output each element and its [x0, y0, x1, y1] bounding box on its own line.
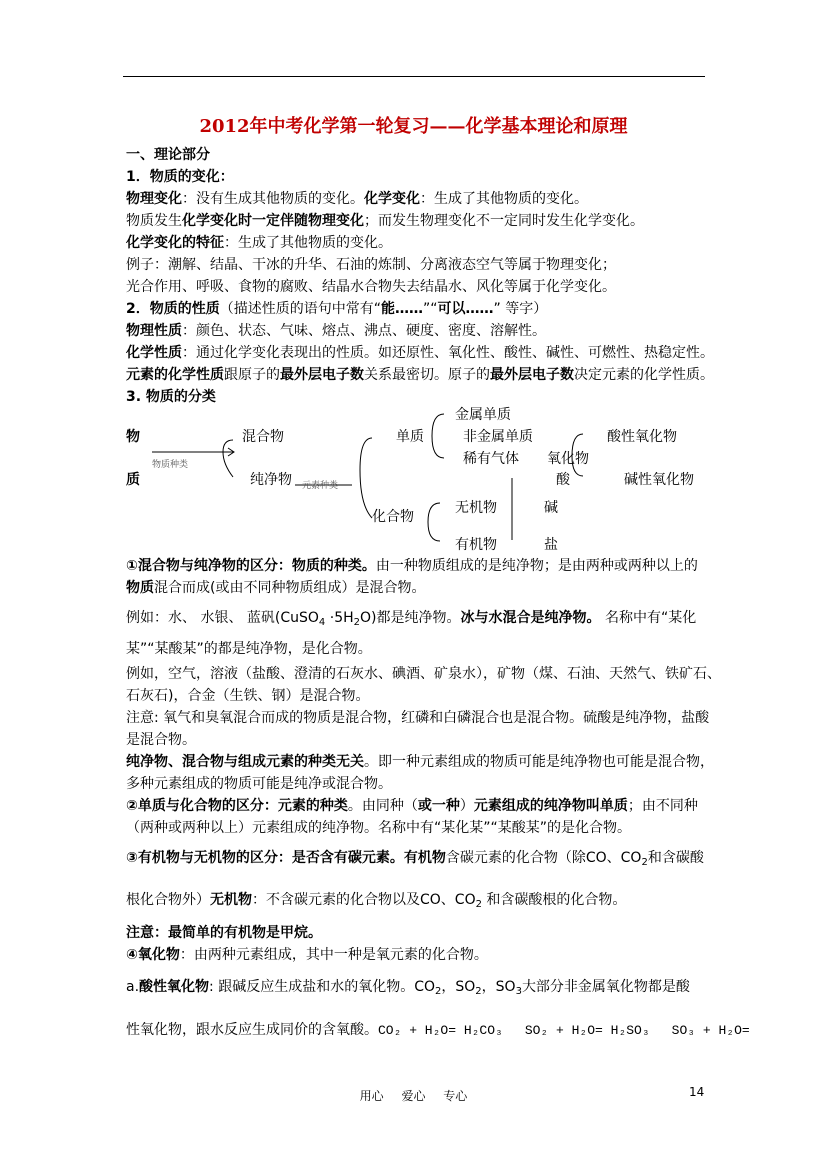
line-element-property: 元素的化学性质跟原子的最外层电子数关系最密切。原子的最外层电子数决定元素的化学性质。 [126, 367, 714, 383]
line-feature: 化学变化的特征：生成了其他物质的变化。 [126, 235, 392, 251]
page-footer: 用心 爱心 专心 [359, 1089, 468, 1103]
para-inorganic: 根化合物外）无机物：不含碳元素的化合物以及CO、$CO_2$ 和含碳酸根的化合物。 [126, 892, 627, 910]
diagram-nonmetal: 非金属单质 [463, 429, 533, 445]
heading-classification: 3. 物质的分类 [126, 389, 216, 405]
bracket-pure [360, 438, 372, 518]
para-composition-2: 多种元素组成的物质可能是纯净或混合物。 [126, 776, 392, 792]
line-physical-property: 物理性质：颜色、状态、气味、熔点、沸点、硬度、密度、溶解性。 [126, 323, 546, 339]
line-accompany: 物质发生化学变化时一定伴随物理变化；而发生物理变化不一定同时发生化学变化。 [126, 213, 644, 229]
page-title: 2012年中考化学第一轮复习——化学基本理论和原理 [199, 116, 628, 137]
example-mixture-2: 石灰石)，合金（生铁、钢）是混合物。 [126, 688, 370, 704]
equation-so2: SO₂ + H₂O= H₂SO₃ [524, 1023, 650, 1038]
note-methane: 注意：最简单的有机物是甲烷。 [126, 925, 322, 941]
equation-so3: SO₃ + H₂O= [671, 1023, 750, 1038]
heading-changes: 1．物质的变化： [126, 169, 234, 185]
diagram-acid: 酸 [556, 472, 570, 488]
line-example-physical: 例子：潮解、结晶、干冰的升华、石油的炼制、分离液态空气等属于物理变化； [126, 257, 616, 273]
example-pure: 例如：水、 水银、 蓝矾(CuSO$_4$ $\cdot 5H_2O$)都是纯净物。冰与水混合是纯净物。 名称中有“某化 [126, 610, 697, 628]
bracket-mixture [223, 440, 233, 477]
diagram-organic: 有机物 [455, 537, 497, 553]
diagram-zhi: 质 [126, 472, 140, 488]
line-example-chemical: 光合作用、呼吸、食物的腐败、结晶水合物失去结晶水、风化等属于化学变化。 [126, 279, 616, 295]
para-mixture-pure: ①混合物与纯净物的区分：物质的种类。由一种物质组成的是纯净物；是由两种或两种以上的 [126, 558, 698, 574]
para-acidic-oxide: a.酸性氧化物: 跟碱反应生成盐和水的氧化物。$CO_2$，$SO_2$，$SO_3$大部分非金属氧化物都是酸 [126, 979, 690, 997]
line-definitions: 物理变化：没有生成其他物质的变化。化学变化：生成了其他物质的变化。 [126, 191, 588, 207]
note-ozone: 注意: 氧气和臭氧混合而成的物质是混合物，红磷和白磷混合也是混合物。硫酸是纯净物，盐酸 [126, 710, 710, 726]
diagram-mixture: 混合物 [242, 429, 284, 445]
example-pure-2: 某”“某酸某”的都是纯净物，是化合物。 [126, 641, 372, 657]
diagram-basic-oxide: 碱性氧化物 [624, 472, 694, 488]
diagram-compound: 化合物 [372, 509, 414, 525]
note-ozone-2: 是混合物。 [126, 732, 196, 748]
diagram-element-type: 元素种类 [302, 481, 339, 491]
page-number: 14 [689, 1085, 705, 1099]
diagram-element-substance: 单质 [396, 429, 424, 445]
heading-properties: 2．物质的性质（描述性质的语句中常有“能……”“可以……” 等字） [126, 301, 548, 317]
equation-co2: CO₂ + H₂O= H₂CO₃ [378, 1023, 503, 1038]
para-oxide: ④氧化物：由两种元素组成，其中一种是氧元素的化合物。 [126, 947, 488, 963]
para-organic: ③有机物与无机物的区分：是否含有碳元素。有机物含碳元素的化合物（除CO、$CO_2$和含碳酸 [126, 850, 704, 868]
diagram-acidic-oxide: 酸性氧化物 [607, 429, 677, 445]
section-heading: 一、理论部分 [126, 147, 210, 163]
diagram-metal: 金属单质 [455, 407, 511, 423]
diagram-base: 碱 [544, 500, 558, 516]
diagram-noble-gas: 稀有气体 [463, 451, 519, 467]
para-element-compound-2: （两种或两种以上）元素组成的纯净物。名称中有“某化某”“某酸某”的是化合物。 [126, 820, 632, 836]
diagram-pure: 纯净物 [250, 472, 292, 488]
diagram-oxide: 氧化物 [547, 451, 589, 467]
diagram-inorganic: 无机物 [455, 500, 497, 516]
bracket-compound [428, 503, 440, 541]
example-mixture: 例如，空气，溶液（盐酸、澄清的石灰水、碘酒、矿泉水），矿物（煤、石油、天然气、铁矿石、 [126, 666, 721, 682]
diagram-salt: 盐 [544, 537, 558, 553]
para-element-compound: ②单质与化合物的区分：元素的种类。由同种（或一种）元素组成的纯净物叫单质；由不同种 [126, 798, 698, 814]
para-composition: 纯净物、混合物与组成元素的种类无关。即一种元素组成的物质可能是纯净物也可能是混合物， [126, 754, 714, 770]
diagram-wu: 物 [126, 429, 140, 445]
line-chemical-property: 化学性质：通过化学变化表现出的性质。如还原性、氧化性、酸性、碱性、可燃性、热稳定性。 [126, 345, 714, 361]
para-acidic-oxide-2: 性氧化物，跟水反应生成同价的含氧酸。CO₂ + H₂O= H₂CO₃ SO₂ + H₂O= H₂SO₃ SO₃ + H₂O= [126, 1022, 750, 1038]
para-mixture-pure-2: 物质混合而成(或由不同种物质组成）是混合物。 [126, 580, 426, 596]
diagram-substance-type: 物质种类 [152, 460, 189, 470]
bracket-element [432, 414, 444, 458]
